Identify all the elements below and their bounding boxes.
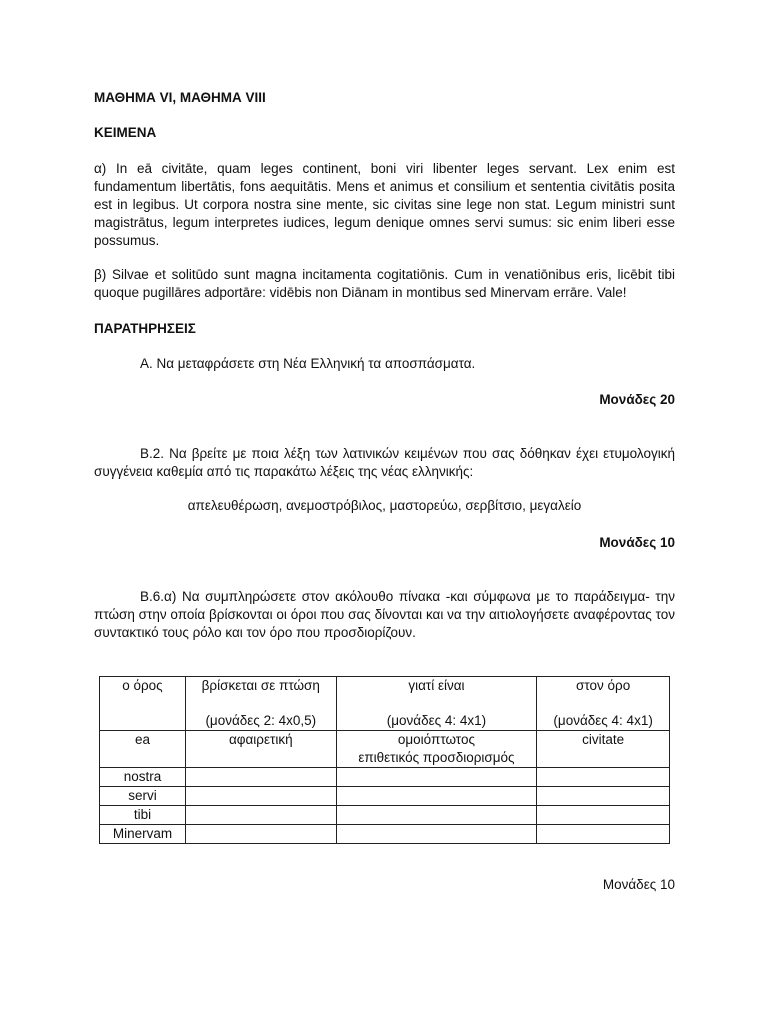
row-target-cell[interactable] — [537, 806, 670, 825]
header-target — [537, 677, 670, 731]
table-row — [100, 825, 670, 844]
header-term-label: ο όρος — [122, 678, 163, 693]
example-reason-line-1: ομοιόπτωτος — [397, 732, 475, 747]
row-case-cell[interactable] — [185, 787, 336, 806]
row-reason-cell[interactable] — [336, 787, 537, 806]
table-row — [100, 768, 670, 787]
row-target-cell[interactable] — [537, 768, 670, 787]
notes-heading: ΠΑΡΑΤΗΡΗΣΕΙΣ — [94, 321, 196, 336]
row-reason-cell[interactable] — [336, 768, 537, 787]
question-b2-points: Μονάδες 10 — [599, 535, 675, 550]
row-term: tibi — [100, 806, 186, 825]
row-case-cell[interactable] — [185, 825, 336, 844]
example-reason-line-2: επιθετικός προσδιορισμός — [358, 750, 515, 765]
row-case-cell[interactable] — [185, 806, 336, 825]
header-target-points: (μονάδες 4: 4x1) — [553, 713, 653, 728]
header-case — [185, 677, 336, 731]
question-b2: Β.2. Να βρείτε με ποια λέξη των λατινικών κειμένων που σας δόθηκαν έχει ετυμολογική συγγένεια καθεμία από τις παρακάτω λέξεις της νέας ελληνικής: — [94, 446, 675, 479]
row-term: Minervam — [100, 825, 186, 844]
header-reason-points: (μονάδες 4: 4x1) — [386, 713, 487, 728]
row-reason-cell[interactable] — [336, 806, 537, 825]
header-target-label: στον όρο — [576, 678, 631, 693]
row-target-cell[interactable] — [537, 787, 670, 806]
row-target-cell[interactable] — [537, 825, 670, 844]
header-term — [100, 677, 186, 731]
question-b6-points: Μονάδες 10 — [602, 877, 675, 892]
latin-text-a: α) In eā civitāte, quam leges continent, boni viri libenter leges servant. Lex enim est fundamentum libertātis, fons aequitātis. Mens et animus et consilium et sententia civitātis posita est in legibus. Ut corpora nostra sine mente, sic civitas sine lege non stat. Legum ministri sunt magistrātus, legum interpretes iudices, legum denique omnes servi sumus: sic enim liberi esse possumus. — [94, 161, 675, 248]
page-heading: ΜΑΘΗΜΑ VI, ΜΑΘΗΜΑ VIII — [94, 90, 266, 105]
header-case-label: βρίσκεται σε πτώση — [201, 678, 320, 693]
header-reason — [336, 677, 537, 731]
table-header-row — [100, 677, 670, 731]
question-b2-words: απελευθέρωση, ανεμοστρόβιλος, μαστορεύω, σερβίτσιο, μεγαλείο — [187, 498, 582, 513]
question-b6: Β.6.α) Να συμπληρώσετε στον ακόλουθο πίνακα -και σύμφωνα με το παράδειγμα- την πτώση στην οποία βρίσκονται οι όροι που σας δίνονται και να την αιτιολογήσετε αναφέροντας τον συντακτικό τους ρόλο και τον όρο που προσδιορίζουν. — [94, 589, 675, 640]
table-row — [100, 787, 670, 806]
question-a-points: Μονάδες 20 — [599, 392, 675, 407]
row-term: nostra — [100, 768, 186, 787]
example-case: αφαιρετική — [185, 731, 336, 768]
question-a: Α. Να μεταφράσετε στη Νέα Ελληνική τα αποσπάσματα. — [140, 356, 476, 371]
answer-table — [99, 676, 670, 844]
row-term: servi — [100, 787, 186, 806]
row-reason-cell[interactable] — [336, 825, 537, 844]
header-case-points: (μονάδες 2: 4x0,5) — [205, 713, 317, 728]
example-target: civitate — [537, 731, 670, 768]
example-reason — [336, 731, 537, 768]
table-row — [100, 806, 670, 825]
example-term: ea — [100, 731, 186, 768]
row-case-cell[interactable] — [185, 768, 336, 787]
texts-heading: ΚΕΙΜΕΝΑ — [94, 125, 157, 140]
header-reason-label: γιατί είναι — [408, 678, 465, 693]
table-example-row — [100, 731, 670, 768]
latin-text-b: β) Silvae et solitūdo sunt magna incitamenta cogitatiōnis. Cum in venatiōnibus eris, licēbit tibi quoque pugillāres adportāre: vidēbis non Diānam in montibus sed Minervam errāre. Vale! — [94, 267, 675, 300]
